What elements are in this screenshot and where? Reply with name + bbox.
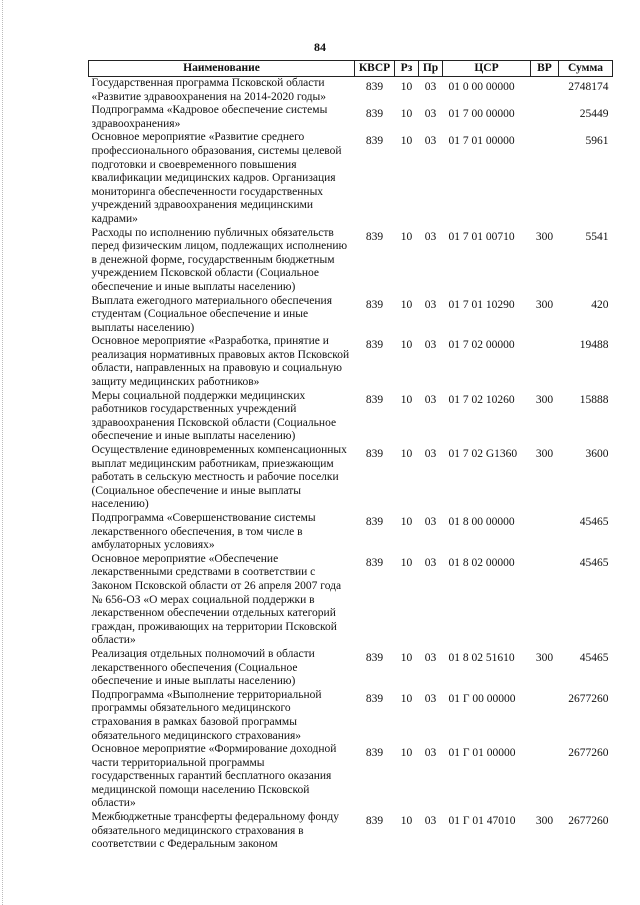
cell-kvsr: 839: [365, 815, 384, 828]
cell-sum: 15888: [579, 393, 609, 406]
cell-csr: 01 0 00 00000: [448, 81, 515, 93]
cell-kvsr: 839: [365, 230, 384, 243]
cell-kvsr: 839: [365, 339, 384, 352]
cell-sum: 2677260: [568, 747, 609, 760]
cell-vr: [531, 553, 559, 648]
cell-kvsr: 839: [365, 298, 384, 311]
cell-kvsr: 839: [365, 651, 384, 664]
cell-name: Выплата ежегодного материального обеспечения студентам (Социальное обеспечение и иные выплаты населению): [91, 294, 332, 334]
cell-sum: 19488: [579, 339, 609, 352]
table-row: [89, 104, 613, 131]
cell-vr: [531, 689, 559, 743]
cell-csr: 01 7 01 00000: [448, 135, 515, 148]
cell-sum: 45465: [579, 556, 609, 569]
cell-rz: 10: [400, 815, 413, 828]
cell-vr: 300: [535, 448, 554, 461]
cell-name: Межбюджетные трансферты федеральному фонду обязательного медицинского страхования в соответствии с Федеральным законом: [91, 811, 340, 851]
cell-sum: 45465: [579, 651, 609, 664]
cell-vr: [531, 104, 559, 131]
cell-name: Основное мероприятие «Разработка, принятие и реализация нормативных правовых актов Псковской области, направленных на правовую и социальную защиту медицинских работников»: [91, 335, 350, 389]
cell-pr: 03: [424, 81, 437, 93]
cell-sum: 25449: [579, 108, 609, 121]
cell-name: Реализация отдельных полномочий в области лекарственного обеспечения (Социальное обеспечение и иные выплаты населению): [91, 647, 315, 688]
cell-rz: 10: [400, 747, 413, 760]
cell-name: Расходы по исполнению публичных обязательств перед физическим лицом, подлежащих исполнению в денежной форме, государственным бюджетным учреждением Псковской области (Социальное обеспечение и иные выплаты населению): [91, 226, 348, 293]
cell-rz: 10: [400, 298, 413, 311]
cell-rz: 10: [400, 448, 413, 461]
cell-kvsr: 839: [365, 692, 384, 705]
cell-csr: 01 7 02 G1360: [448, 448, 518, 461]
cell-name: Подпрограмма «Кадровое обеспечение системы здравоохранения»: [91, 104, 328, 130]
cell-kvsr: 839: [365, 135, 384, 148]
cell-vr: [531, 512, 559, 553]
cell-vr: [531, 131, 559, 226]
cell-pr: 03: [424, 135, 437, 148]
cell-name: Осуществление единовременных компенсационных выплат медицинским работникам, приезжающим работать в сельскую местность и рабочие поселки (Социальное обеспечение и иные выплаты населению): [91, 444, 347, 511]
cell-rz: 10: [400, 692, 413, 705]
cell-csr: 01 Г 00 00000: [448, 692, 516, 705]
cell-pr: 03: [424, 230, 437, 243]
cell-pr: 03: [424, 692, 437, 705]
table-row: [89, 689, 613, 743]
cell-sum: 5961: [585, 135, 609, 148]
cell-sum: 420: [591, 298, 609, 311]
header-pr: Пр: [419, 61, 443, 77]
cell-csr: 01 7 00 00000: [448, 108, 515, 121]
cell-kvsr: 839: [365, 108, 384, 121]
cell-rz: 10: [400, 108, 413, 121]
cell-name: Основное мероприятие «Формирование доходной части территориальной программы государственных гарантий бесплатного оказания медицинской помощи населению Псковской области»: [91, 743, 337, 810]
cell-pr: 03: [424, 339, 437, 352]
table-row: [89, 227, 613, 295]
cell-csr: 01 8 02 51610: [448, 651, 515, 664]
cell-rz: 10: [400, 339, 413, 352]
cell-rz: 10: [400, 651, 413, 664]
header-vr: ВР: [531, 61, 559, 77]
cell-vr: 300: [535, 393, 554, 406]
cell-sum: 2677260: [568, 692, 609, 705]
cell-rz: 10: [400, 81, 413, 93]
cell-vr: 300: [535, 815, 554, 828]
cell-kvsr: 839: [365, 556, 384, 569]
cell-pr: 03: [424, 516, 437, 528]
page-number: 84: [314, 40, 326, 54]
table-row: [89, 131, 613, 226]
cell-name: Государственная программа Псковской области «Развитие здравоохранения на 2014-2020 годы»: [91, 77, 326, 103]
cell-sum: 2677260: [568, 815, 609, 828]
table-row: [89, 444, 613, 512]
cell-kvsr: 839: [365, 448, 384, 461]
cell-name: Меры социальной поддержки медицинских работников государственных учреждений здравоохранения Псковской области (Социальное обеспечение и иные выплаты населению): [91, 389, 337, 443]
cell-name: Подпрограмма «Выполнение территориальной программы обязательного медицинского страхования в рамках базовой программы обязательного медицинского страхования»: [91, 688, 322, 742]
cell-csr: 01 Г 01 00000: [448, 747, 516, 760]
cell-csr: 01 7 02 10260: [448, 393, 515, 406]
cell-vr: [531, 743, 559, 811]
header-name: Наименование: [89, 61, 355, 77]
table-row: [89, 811, 613, 852]
cell-pr: 03: [424, 298, 437, 311]
header-csr: ЦСР: [443, 61, 531, 77]
cell-rz: 10: [400, 135, 413, 148]
cell-csr: 01 8 02 00000: [448, 556, 515, 569]
cell-kvsr: 839: [365, 393, 384, 406]
cell-rz: 10: [400, 393, 413, 406]
cell-vr: [531, 77, 559, 105]
table-row: [89, 512, 613, 553]
table-row: [89, 335, 613, 389]
cell-name: Основное мероприятие «Развитие среднего профессионального образования, системы целевой подготовки и своевременного повышения квалификации медицинских кадров. Организация мониторинга обеспеченности государственных учреждений здравоохранения медицинскими кадрами»: [91, 131, 342, 225]
cell-csr: 01 7 01 10290: [448, 298, 515, 311]
cell-pr: 03: [424, 448, 437, 461]
cell-vr: [531, 335, 559, 389]
table-header-row: [89, 61, 613, 77]
cell-rz: 10: [400, 556, 413, 569]
cell-pr: 03: [424, 747, 437, 760]
cell-sum: 3600: [585, 448, 609, 461]
cell-kvsr: 839: [365, 81, 384, 93]
cell-csr: 01 7 01 00710: [448, 230, 515, 243]
cell-sum: 5541: [585, 230, 609, 243]
cell-name: Подпрограмма «Совершенствование системы лекарственного обеспечения, в том числе в амбулаторных условиях»: [91, 512, 316, 552]
header-kvsr: КВСР: [355, 61, 395, 77]
table-row: [89, 553, 613, 648]
cell-csr: 01 Г 01 47010: [448, 815, 516, 828]
cell-pr: 03: [424, 393, 437, 406]
table-row: [89, 295, 613, 336]
cell-csr: 01 8 00 00000: [448, 516, 515, 528]
cell-sum: 2748174: [568, 81, 609, 93]
cell-pr: 03: [424, 651, 437, 664]
cell-pr: 03: [424, 556, 437, 569]
cell-pr: 03: [424, 815, 437, 828]
cell-rz: 10: [400, 516, 413, 528]
cell-kvsr: 839: [365, 747, 384, 760]
table-row: [89, 743, 613, 811]
cell-vr: 300: [535, 230, 554, 243]
table-row: [89, 390, 613, 444]
table-row: [89, 648, 613, 689]
scan-edge: [2, 0, 4, 905]
cell-kvsr: 839: [365, 516, 384, 528]
cell-vr: 300: [535, 651, 554, 664]
cell-pr: 03: [424, 108, 437, 121]
cell-sum: 45465: [579, 516, 609, 528]
table-row: [89, 77, 613, 105]
cell-rz: 10: [400, 230, 413, 243]
cell-name: Основное мероприятие «Обеспечение лекарственными средствами в соответствии с Законом Псковской области от 26 апреля 2007 года № 656-ОЗ «О мерах социальной поддержки в лекарственном обеспечении отдельных категорий граждан, проживающих на территории Псковской области»: [91, 552, 342, 647]
cell-csr: 01 7 02 00000: [448, 339, 515, 352]
header-sum: Сумма: [559, 61, 613, 77]
cell-vr: 300: [535, 298, 554, 311]
budget-table: [88, 60, 613, 852]
header-rz: Рз: [395, 61, 419, 77]
